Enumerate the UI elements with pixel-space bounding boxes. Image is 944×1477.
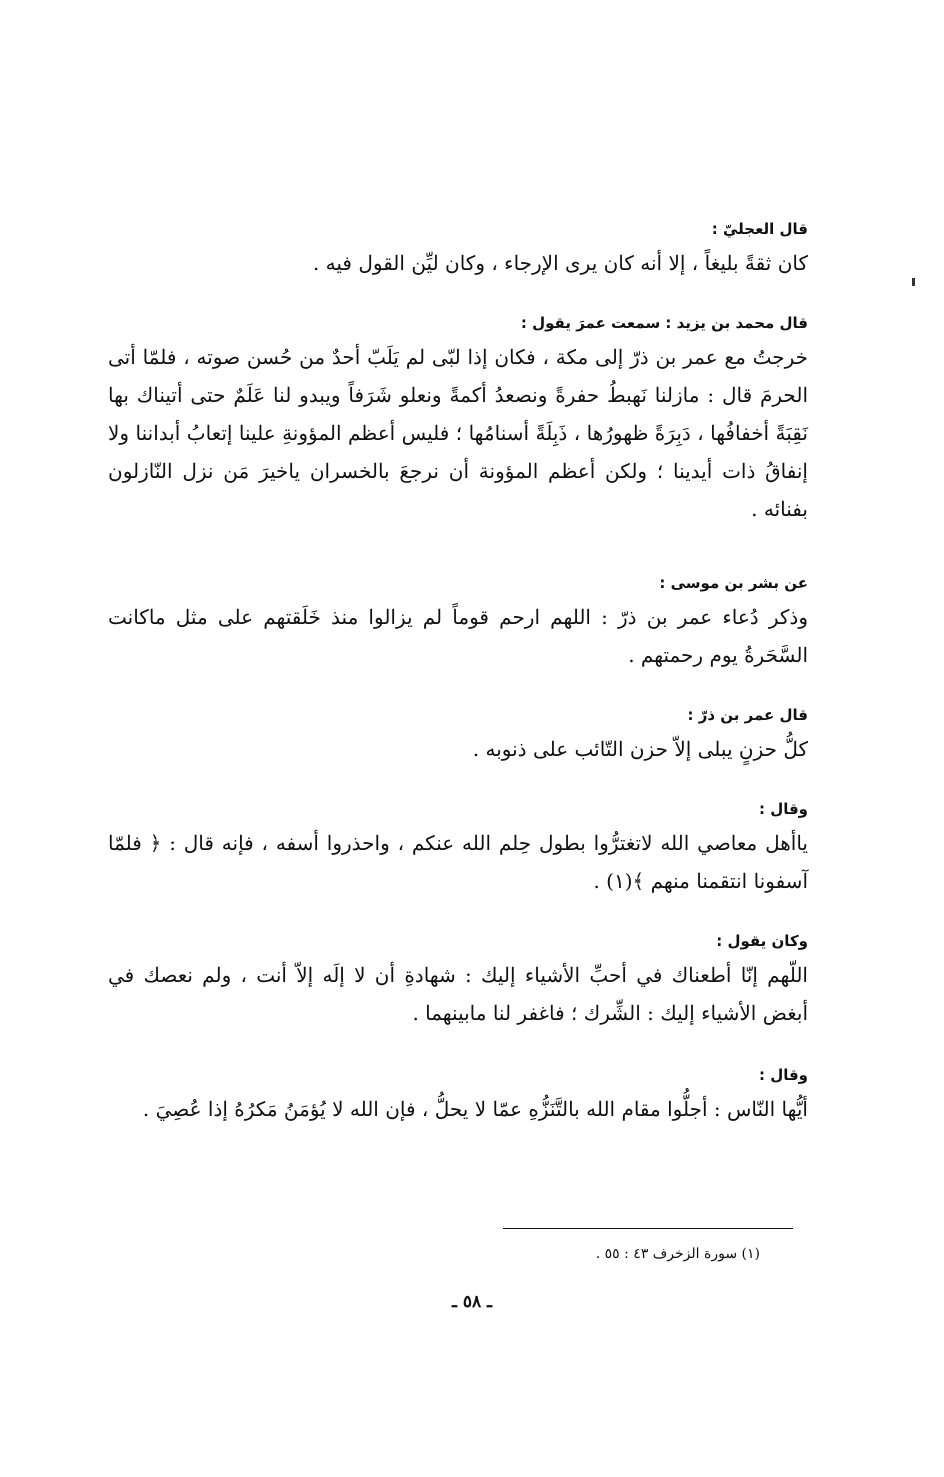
section-heading: قال العجليّ : [711, 220, 808, 238]
section-text: ياأهل معاصي الله لاتغترُّوا بطول حِلم الله عنكم ، واحذروا أسفه ، فإنه قال : ﴿ فلمّا آسفونا انتقمنا منهم ﴾(١) . [108, 831, 808, 893]
section-bishr-ibn-musa [108, 572, 808, 674]
section-wa-qala-1 [108, 798, 808, 900]
section-heading: وقال : [758, 1066, 808, 1084]
section-muhammad-ibn-yazid [108, 312, 808, 528]
section-text: أيُّها النّاس : أجلُّوا مقام الله بالتَّنَزُّهِ عمّا لا يحلُّ ، فإن الله لا يُؤمَنُ مَكرُهُ إذا عُصِيَ . [142, 1097, 808, 1121]
section-text: وذكر دُعاء عمر بن ذرّ : اللهم ارحم قوماً لم يزالوا منذ خَلَقتهم على مثل ماكانت السَّحَرةُ يوم رحمتهم . [108, 605, 808, 667]
footnote-separator [503, 1228, 793, 1229]
section-heading: وقال : [758, 800, 808, 818]
margin-speck [912, 278, 915, 286]
section-text: اللّهم إنّا أطعناك في أحبِّ الأشياء إليك : شهادةِ أن لا إلَه إلاّ أنت ، ولم نعصك في أبغض الأشياء إليك : الشِّرك ؛ فاغفر لنا مابينهما . [108, 963, 808, 1025]
section-heading: قال محمد بن يزيد : سمعت عمرَ يقول : [520, 314, 808, 332]
section-text: خرجتُ مع عمر بن ذرّ إلى مكة ، فكان إذا لبّى لم يَلَبّ أحدٌ من حُسن صوته ، فلمّا أتى الحرمَ قال : مازلنا نَهبطُ حفرةً ونصعدُ أكمةً ونعلو شَرَفاً ويبدو لنا عَلَمٌ حتى أتيناك بها نَقِبَةً أخفافُها ، دَبِرَةً ظهورُها ، ذَبِلَةً أسنامُها ؛ فليس أعظم المؤونةِ علينا إتعابُ أبداننا ولا إنفاقُ ذات أيدينا ؛ ولكن أعظم المؤونة أن نرجعَ بالخسران ياخيرَ مَن نزل النّازلون بفنائه . [108, 345, 808, 521]
section-text: كان ثقةً بليغاً ، إلا أنه كان يرى الإرجاء ، وكان ليِّن القول فيه . [312, 251, 808, 275]
section-heading: وكان يقول : [716, 932, 808, 950]
section-umar-ibn-dharr [108, 704, 808, 768]
section-text: كلُّ حزنٍ يبلى إلاّ حزن التّائب على ذنوبه . [472, 737, 808, 761]
section-wa-qala-2 [108, 1064, 808, 1128]
section-heading: قال عمر بن ذرّ : [687, 706, 808, 724]
page-number: ـ ٥٨ ـ [451, 1292, 493, 1312]
section-ijli [108, 218, 808, 282]
section-wa-kana-yaqul [108, 930, 808, 1032]
footnote: (١) سورة الزخرف ٤٣ : ٥٥ . [595, 1246, 760, 1262]
section-heading: عن بشر بن موسى : [659, 574, 808, 592]
